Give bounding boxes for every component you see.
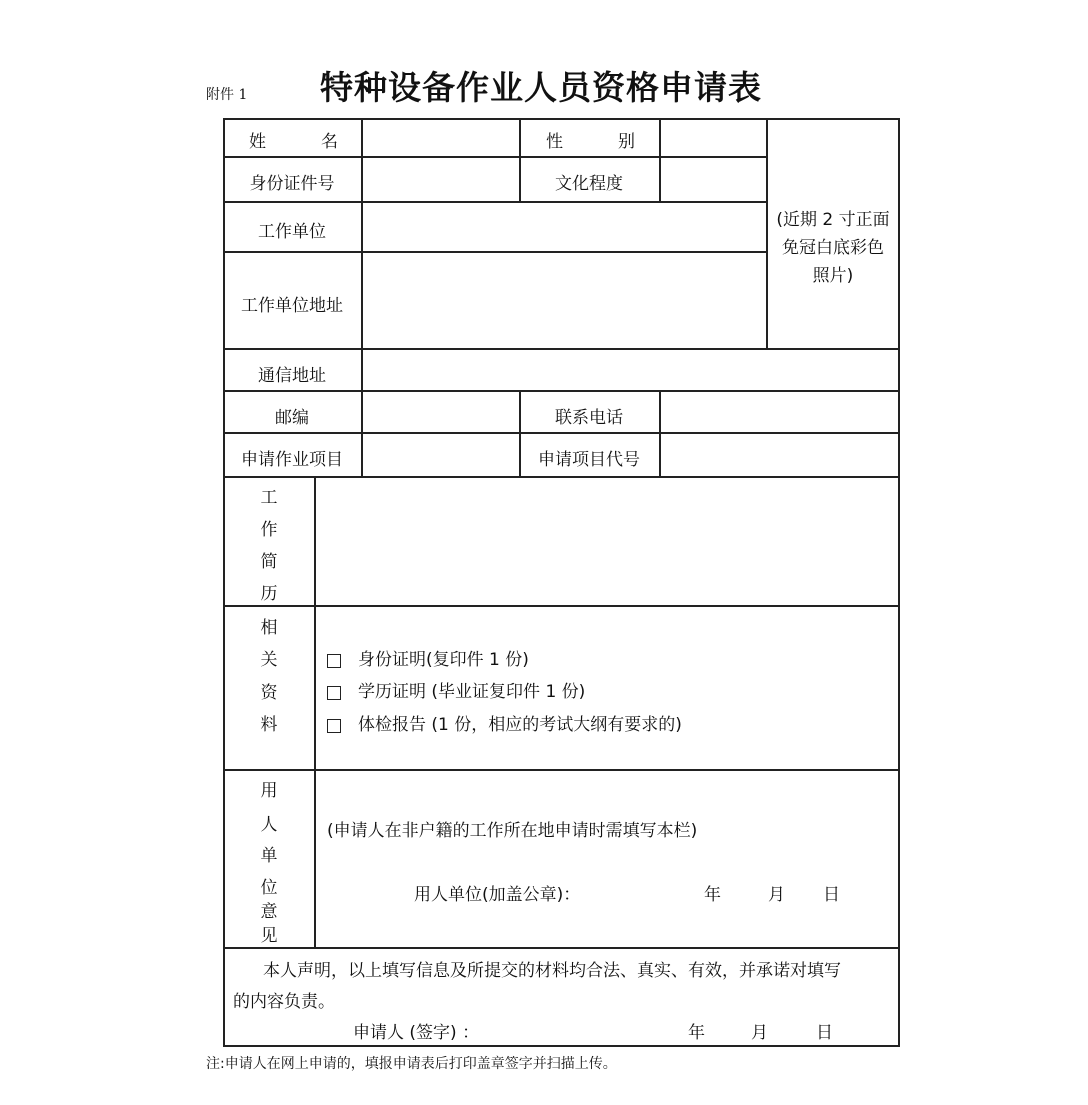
employer-label: 工作单位	[258, 222, 326, 242]
gender-label-2: 别	[618, 132, 635, 152]
mailing-address-field[interactable]	[363, 350, 896, 389]
education-proof-checkbox[interactable]	[327, 686, 341, 700]
id-number-field[interactable]	[363, 158, 517, 200]
employer-seal-label: 用人单位(加盖公章)：	[414, 885, 581, 905]
name-label-2: 名	[321, 132, 338, 152]
declaration-year-label: 年	[688, 1023, 705, 1043]
apply-item-code-field[interactable]	[661, 434, 896, 475]
attachment-label: 附件 1	[206, 87, 248, 103]
name-field[interactable]	[363, 120, 517, 155]
gender-label-1: 性	[546, 132, 563, 152]
signature-label: 申请人 (签字) ：	[353, 1023, 480, 1043]
employer-day-label: 日	[823, 885, 840, 905]
photo-placeholder[interactable]: (近期 2 寸正面 免冠白底彩色 照片)	[776, 210, 890, 286]
medical-report-label: 体检报告 (1 份，相应的考试大纲有要求的)	[358, 715, 682, 735]
employer-year-label: 年	[704, 885, 721, 905]
phone-field[interactable]	[661, 392, 896, 431]
education-field[interactable]	[661, 158, 765, 200]
employer-field[interactable]	[363, 203, 765, 250]
id-proof-checkbox[interactable]	[327, 654, 341, 668]
phone-label: 联系电话	[555, 408, 623, 428]
mailing-address-label: 通信地址	[258, 366, 326, 386]
declaration-month-label: 月	[751, 1023, 768, 1043]
apply-item-code-label: 申请项目代号	[538, 450, 640, 470]
declaration-line-2: 的内容负责。	[233, 992, 335, 1012]
medical-report-checkbox[interactable]	[327, 719, 341, 733]
apply-item-field[interactable]	[363, 434, 517, 475]
employer-month-label: 月	[768, 885, 785, 905]
gender-field[interactable]	[661, 120, 765, 155]
postcode-field[interactable]	[363, 392, 517, 431]
name-label-1: 姓	[249, 132, 266, 152]
education-label: 文化程度	[555, 174, 623, 194]
employer-address-label: 工作单位地址	[241, 296, 343, 316]
application-form: 姓 名 性 别 身份证件号 文化程度 工作单位 工作单位地址 (近期 2 寸正面 免冠白底彩色 照片) 通信地址 邮编 联系电话 申请作业项目 申请项目代号 工 作 简 历 相 关 资 料 身份证明(复印件 1 份) 学历证明 (毕业证复印件 1 份) 体检报告 (1 份，相应的考试大纲有要求的) 用 人 单 位 意 见 (申请人在非户籍的工作所在地申请时需填写本栏) 用人单位(加盖公章)： 年 月 日 本人声明，以上填写信息及所提交的材料均合法、真实、有效，并承诺对填写 的内容负责。 申请人 (签字) ： 年 月 日	[223, 118, 900, 1047]
id-number-label: 身份证件号	[249, 174, 335, 194]
declaration-line-1: 本人声明，以上填写信息及所提交的材料均合法、真实、有效，并承诺对填写	[263, 961, 841, 981]
id-proof-label: 身份证明(复印件 1 份)	[358, 650, 529, 670]
declaration-day-label: 日	[816, 1023, 833, 1043]
signature-field[interactable]	[493, 1018, 683, 1042]
apply-item-label: 申请作业项目	[241, 450, 343, 470]
education-proof-label: 学历证明 (毕业证复印件 1 份)	[358, 682, 586, 702]
work-history-field[interactable]	[316, 478, 896, 604]
employer-address-field[interactable]	[363, 253, 765, 347]
postcode-label: 邮编	[275, 408, 309, 428]
form-title: 特种设备作业人员资格申请表	[320, 68, 762, 107]
employer-opinion-note: (申请人在非户籍的工作所在地申请时需填写本栏)	[327, 821, 698, 841]
footnote: 注:申请人在网上申请的，填报申请表后打印盖章签字并扫描上传。	[206, 1056, 617, 1072]
